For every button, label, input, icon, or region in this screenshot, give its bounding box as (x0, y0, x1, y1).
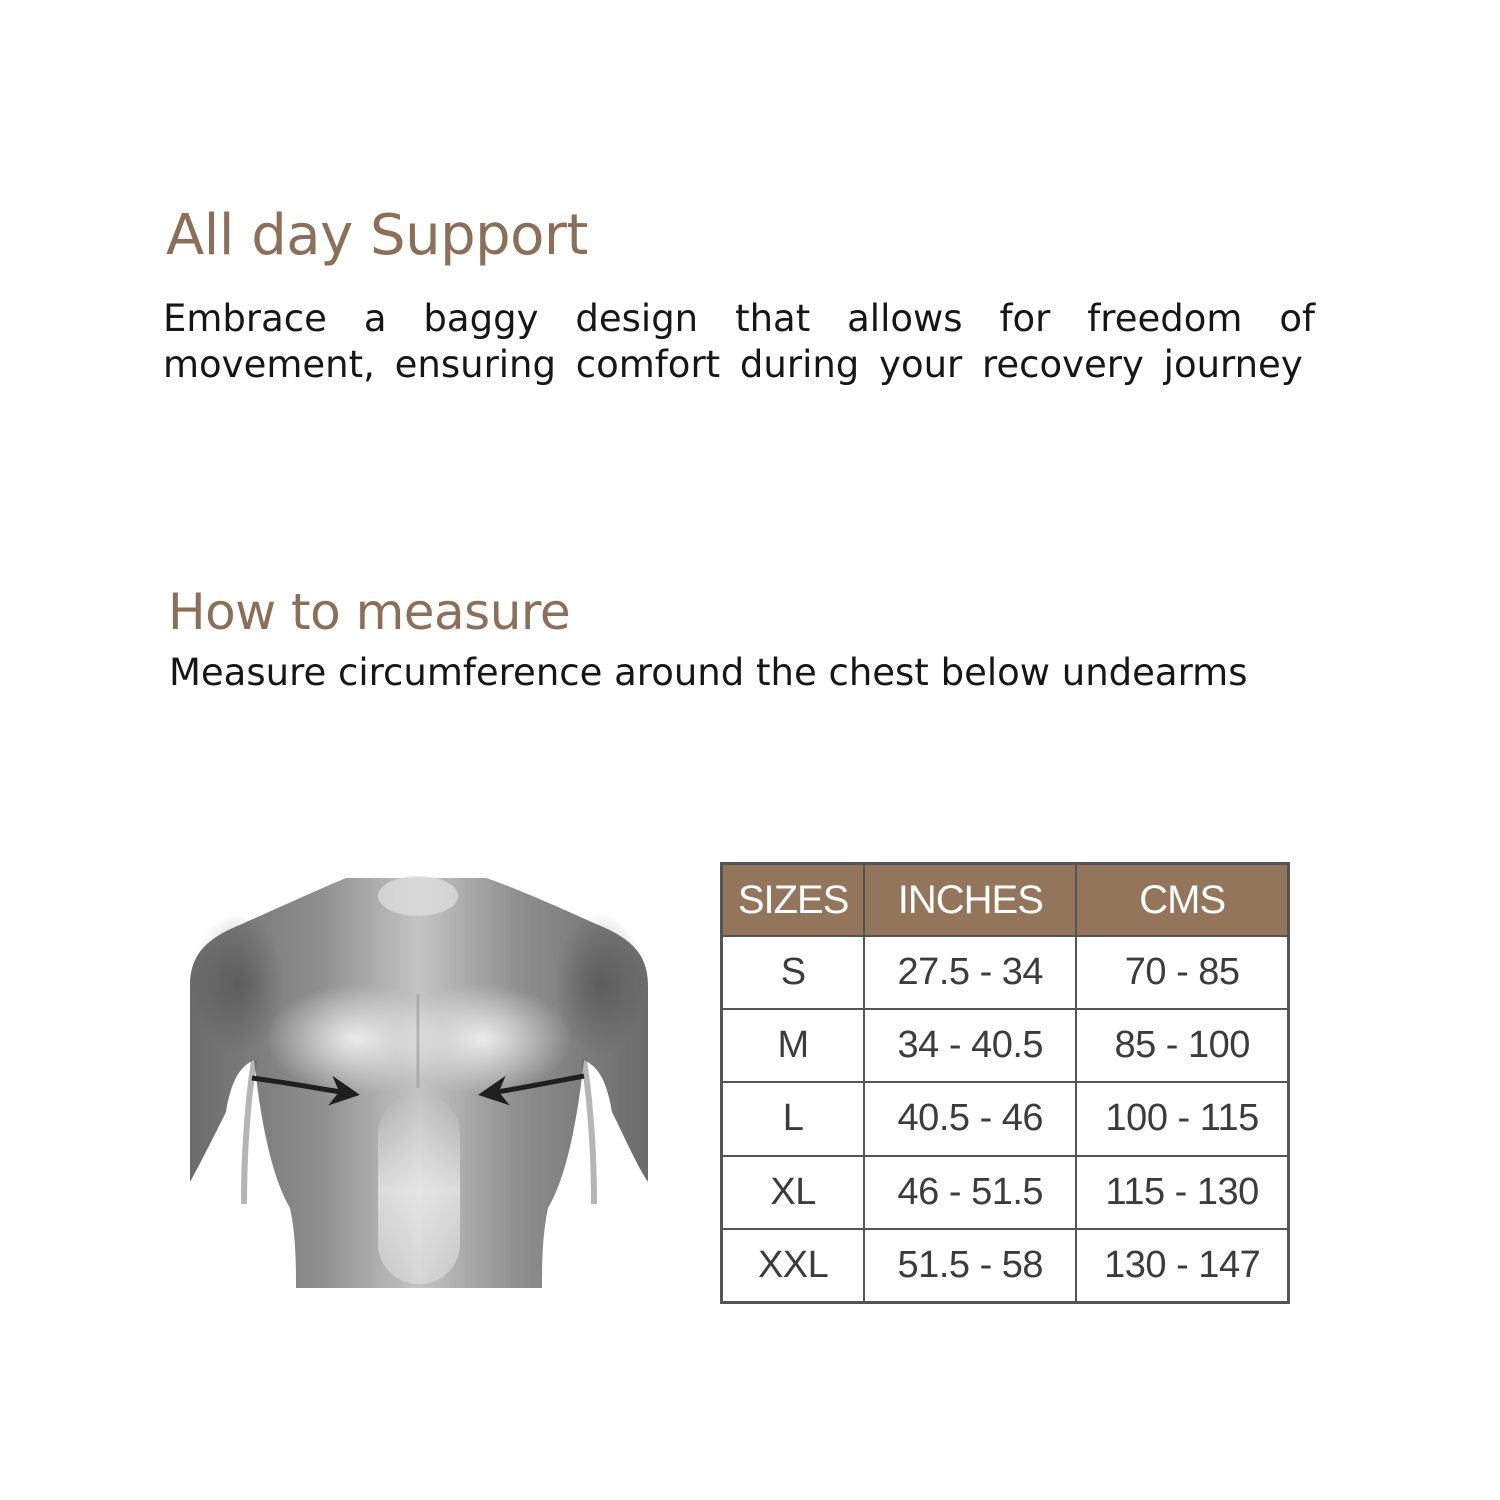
inches-cell: 46 - 51.5 (864, 1156, 1076, 1229)
size-cell: XXL (722, 1229, 865, 1303)
size-cell: M (722, 1009, 865, 1082)
support-description: Embrace a baggy design that allows for freedom of movement, ensuring comfort during your recovery journey (163, 297, 1315, 386)
header-sizes: SIZES (722, 864, 865, 937)
measure-title: How to measure (168, 583, 571, 641)
inches-cell: 40.5 - 46 (864, 1082, 1076, 1155)
support-title: All day Support (166, 203, 588, 268)
cms-cell: 70 - 85 (1076, 936, 1288, 1009)
size-cell: XL (722, 1156, 865, 1229)
header-cms: CMS (1076, 864, 1288, 937)
table-row (722, 1156, 1289, 1229)
cms-cell: 100 - 115 (1076, 1082, 1288, 1155)
table-row (722, 1009, 1289, 1082)
header-inches: INCHES (864, 864, 1076, 937)
size-chart-table (720, 862, 1290, 1304)
table-header-row (722, 864, 1289, 937)
table-row (722, 1229, 1289, 1303)
inches-cell: 34 - 40.5 (864, 1009, 1076, 1082)
table-row (722, 1082, 1289, 1155)
cms-cell: 85 - 100 (1076, 1009, 1288, 1082)
size-cell: S (722, 936, 865, 1009)
inches-cell: 51.5 - 58 (864, 1229, 1076, 1303)
measure-instruction: Measure circumference around the chest below undearms (169, 651, 1248, 694)
size-cell: L (722, 1082, 865, 1155)
inches-cell: 27.5 - 34 (864, 936, 1076, 1009)
cms-cell: 130 - 147 (1076, 1229, 1288, 1303)
table-row (722, 936, 1289, 1009)
cms-cell: 115 - 130 (1076, 1156, 1288, 1229)
torso-figure-illustration (186, 874, 652, 1292)
